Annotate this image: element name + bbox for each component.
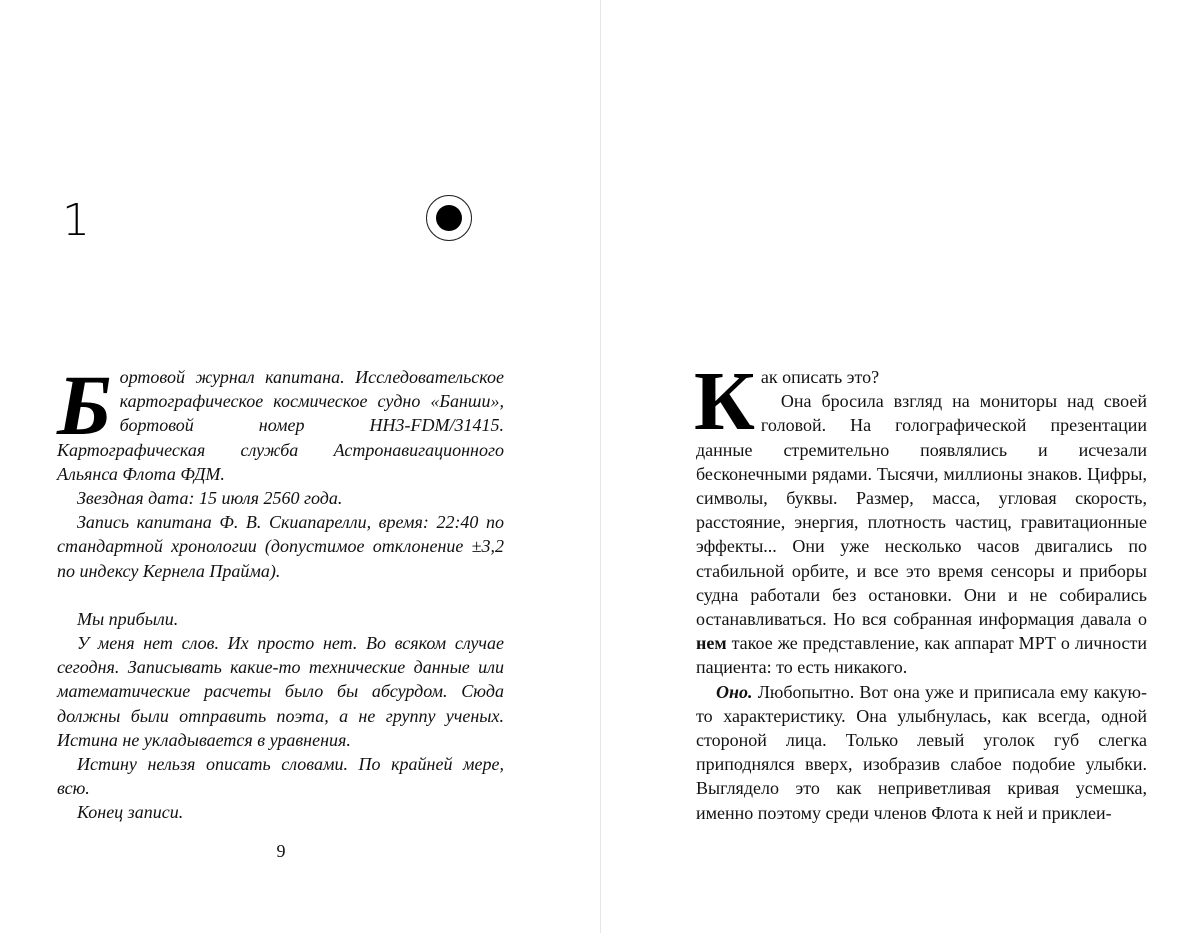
drop-cap: Б [57, 357, 112, 453]
paragraph: У меня нет слов. Их просто нет. Во всяком случае сегодня. Записывать какие-то технические данные или математические расчеты было бы абсурдом. Сюда должны были отправить поэта, а не группу ученых. Истина не укладывается в уравнения. [57, 633, 504, 750]
page-number: 9 [276, 841, 286, 861]
paragraph-text: Она бросила взгляд на мониторы над своей головой. На голографической презентации данные стремительно появлялись и исчезали бесконечными рядами. Тысячи, миллионы знаков. Цифры, символы, буквы. Размер, масса, угловая скорость, расстояние, энергия, плотность частиц, гравитационные эффекты... Они уже несколько часов двигались по стабильной орбите, и все это время сенсоры и приборы судна работали без остановки. Они и не собирались останавливаться. Но вся собранная информация давала о [696, 391, 1147, 630]
paragraph [696, 389, 1147, 679]
paragraph: Запись капитана Ф. В. Скиапарелли, время: 22:40 по стандартной хронологии (допустимое отклонение ±3,2 по индексу Кернела Прайма). [57, 512, 504, 581]
paragraph [696, 680, 1147, 825]
chapter-body-text [694, 355, 1147, 825]
paragraph [694, 355, 1147, 448]
paragraph-text: Любопытно. Вот она уже и приписала ему какую-то характеристику. Она улыбнулась, как всегда, одной стороной лица. Только левый уголок губ слегка приподнялся вверх, изобразив слабое подобие улыбки. Выглядело это как неприветливая кривая усмешка, именно поэтому среди членов Флота к ней и приклеи- [696, 681, 1147, 823]
drop-cap: К [694, 355, 755, 448]
chapter-number: 1 [62, 195, 90, 246]
paragraph-text: ак описать это? [760, 367, 880, 387]
circle-dot-icon [426, 195, 472, 241]
emphasis: Оно. [716, 681, 753, 702]
captains-log-text [57, 357, 504, 825]
paragraph [57, 357, 504, 486]
paragraph: Конец записи. [77, 802, 184, 823]
paragraph: Звездная дата: 15 июля 2560 года. [77, 488, 343, 509]
right-page [601, 0, 1203, 933]
paragraph: Истину нельзя описать словами. По крайней мере, всю. [57, 754, 504, 799]
paragraph-text: ортовой журнал капитана. Исследовательское картографическое космическое судно «Банши», бортовой номер НН3-FDM/31415. Картографическая служба Астронавигационного Альянса Флота ФДМ. [57, 367, 504, 484]
ornament-center-dot [436, 205, 462, 231]
left-page [0, 0, 600, 933]
paragraph-text: такое же представление, как аппарат МРТ о личности пациента: то есть никакого. [696, 633, 1147, 678]
paragraph: Мы прибыли. [77, 608, 179, 629]
emphasis: нем [696, 633, 727, 654]
